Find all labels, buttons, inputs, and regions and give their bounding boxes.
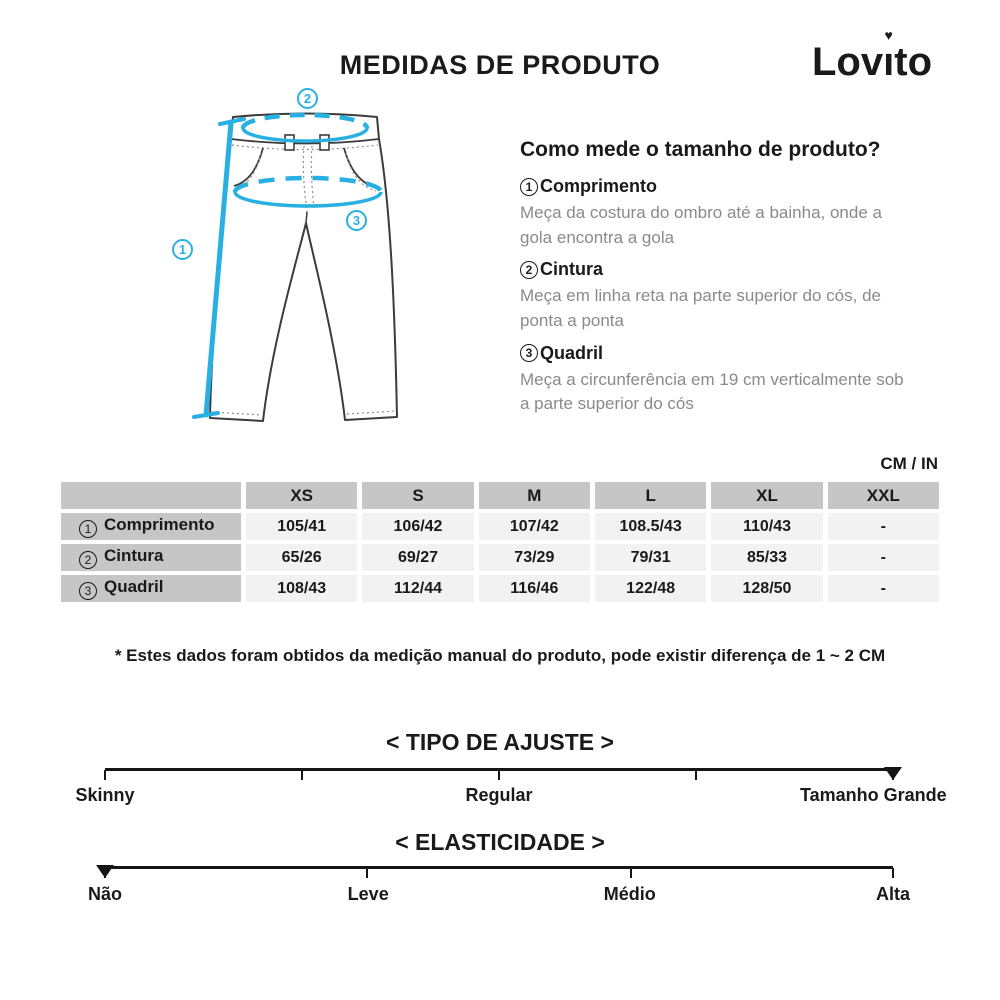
cell-quadril-xs: 108/43 bbox=[246, 575, 357, 602]
table-row-comprimento bbox=[61, 513, 939, 540]
fit-scale-title: < TIPO DE AJUSTE > bbox=[386, 729, 614, 755]
instruction-term-cintura: 2 Cintura bbox=[520, 259, 908, 280]
stretch-label-alta: Alta bbox=[875, 884, 911, 904]
fit-scale-labels bbox=[75, 785, 947, 807]
size-table-header-row bbox=[61, 482, 939, 509]
cell-comprimento-l: 108.5/43 bbox=[595, 513, 706, 540]
fit-label-tamanho-grande: Tamanho Grande bbox=[799, 785, 947, 805]
cell-comprimento-m: 107/42 bbox=[479, 513, 590, 540]
brand-letter-i: ı ♥ bbox=[883, 27, 895, 84]
instruction-term-quadril: 3 Quadril bbox=[520, 343, 908, 364]
cell-quadril-xxl: - bbox=[828, 575, 939, 602]
stretch-label-medio: Médio bbox=[603, 884, 656, 904]
page-title: MEDIDAS DE PRODUTO bbox=[339, 50, 661, 80]
cell-cintura-l: 79/31 bbox=[595, 544, 706, 571]
cell-cintura-xs: 65/26 bbox=[246, 544, 357, 571]
size-col-l: L bbox=[595, 482, 706, 509]
table-row-cintura bbox=[61, 544, 939, 571]
stretch-label-leve: Leve bbox=[347, 884, 389, 904]
stretch-scale-title: < ELASTICIDADE > bbox=[395, 829, 605, 855]
size-table-corner-cell bbox=[61, 482, 241, 509]
instruction-term-comprimento: 1 Comprimento bbox=[520, 176, 908, 197]
cell-cintura-xxl: - bbox=[828, 544, 939, 571]
row-label-cintura: 2 Cintura bbox=[61, 544, 241, 571]
cell-comprimento-xl: 110/43 bbox=[711, 513, 822, 540]
row-label-quadril: 3 Quadril bbox=[61, 575, 241, 602]
measurement-instructions bbox=[520, 138, 908, 417]
diagram-label-waist: 2 bbox=[297, 88, 318, 109]
instructions-heading: Como mede o tamanho de produto? bbox=[520, 138, 881, 161]
diagram-label-length: 1 bbox=[172, 239, 193, 260]
number-3-icon: 3 bbox=[520, 344, 538, 362]
number-1-icon: 1 bbox=[79, 520, 97, 538]
number-2-icon: 2 bbox=[79, 551, 97, 569]
cell-comprimento-xs: 105/41 bbox=[246, 513, 357, 540]
cell-quadril-s: 112/44 bbox=[362, 575, 473, 602]
size-table bbox=[56, 478, 944, 606]
fit-scale-line bbox=[105, 768, 893, 771]
size-col-s: S bbox=[362, 482, 473, 509]
brand-logo bbox=[812, 27, 933, 85]
fit-label-regular: Regular bbox=[465, 785, 533, 805]
cell-quadril-m: 116/46 bbox=[479, 575, 590, 602]
heart-icon: ♥ bbox=[884, 27, 893, 43]
cell-cintura-m: 73/29 bbox=[479, 544, 590, 571]
pants-diagram bbox=[165, 88, 485, 433]
fit-label-skinny: Skinny bbox=[75, 785, 135, 805]
diagram-label-hip: 3 bbox=[346, 210, 367, 231]
stretch-scale-line bbox=[105, 866, 893, 869]
size-col-m: M bbox=[479, 482, 590, 509]
instruction-desc-cintura: Meça em linha reta na parte superior do cós, de ponta a ponta bbox=[520, 286, 881, 330]
cell-cintura-s: 69/27 bbox=[362, 544, 473, 571]
number-3-icon: 3 bbox=[79, 582, 97, 600]
cell-quadril-xl: 128/50 bbox=[711, 575, 822, 602]
brand-text-post: to bbox=[894, 40, 933, 84]
stretch-scale-labels bbox=[87, 884, 911, 906]
instruction-desc-quadril: Meça a circunferência em 19 cm verticalmente sob a parte superior do cós bbox=[520, 369, 904, 414]
unit-label: CM / IN bbox=[880, 454, 938, 473]
size-col-xl: XL bbox=[711, 482, 822, 509]
row-label-comprimento: 1 Comprimento bbox=[61, 513, 241, 540]
size-col-xs: XS bbox=[246, 482, 357, 509]
cell-comprimento-xxl: - bbox=[828, 513, 939, 540]
cell-quadril-l: 122/48 bbox=[595, 575, 706, 602]
stretch-label-nao: Não bbox=[87, 884, 123, 904]
table-row-quadril bbox=[61, 575, 939, 602]
cell-comprimento-s: 106/42 bbox=[362, 513, 473, 540]
measurement-disclaimer: * Estes dados foram obtidos da medição manual do produto, pode existir diferença de 1 ~ 2 CM bbox=[114, 646, 886, 665]
instruction-desc-comprimento: Meça da costura do ombro até a bainha, onde a gola encontra a gola bbox=[520, 203, 882, 247]
size-col-xxl: XXL bbox=[828, 482, 939, 509]
number-1-icon: 1 bbox=[520, 178, 538, 196]
brand-text-pre: Lov bbox=[812, 40, 884, 84]
number-2-icon: 2 bbox=[520, 261, 538, 279]
cell-cintura-xl: 85/33 bbox=[711, 544, 822, 571]
